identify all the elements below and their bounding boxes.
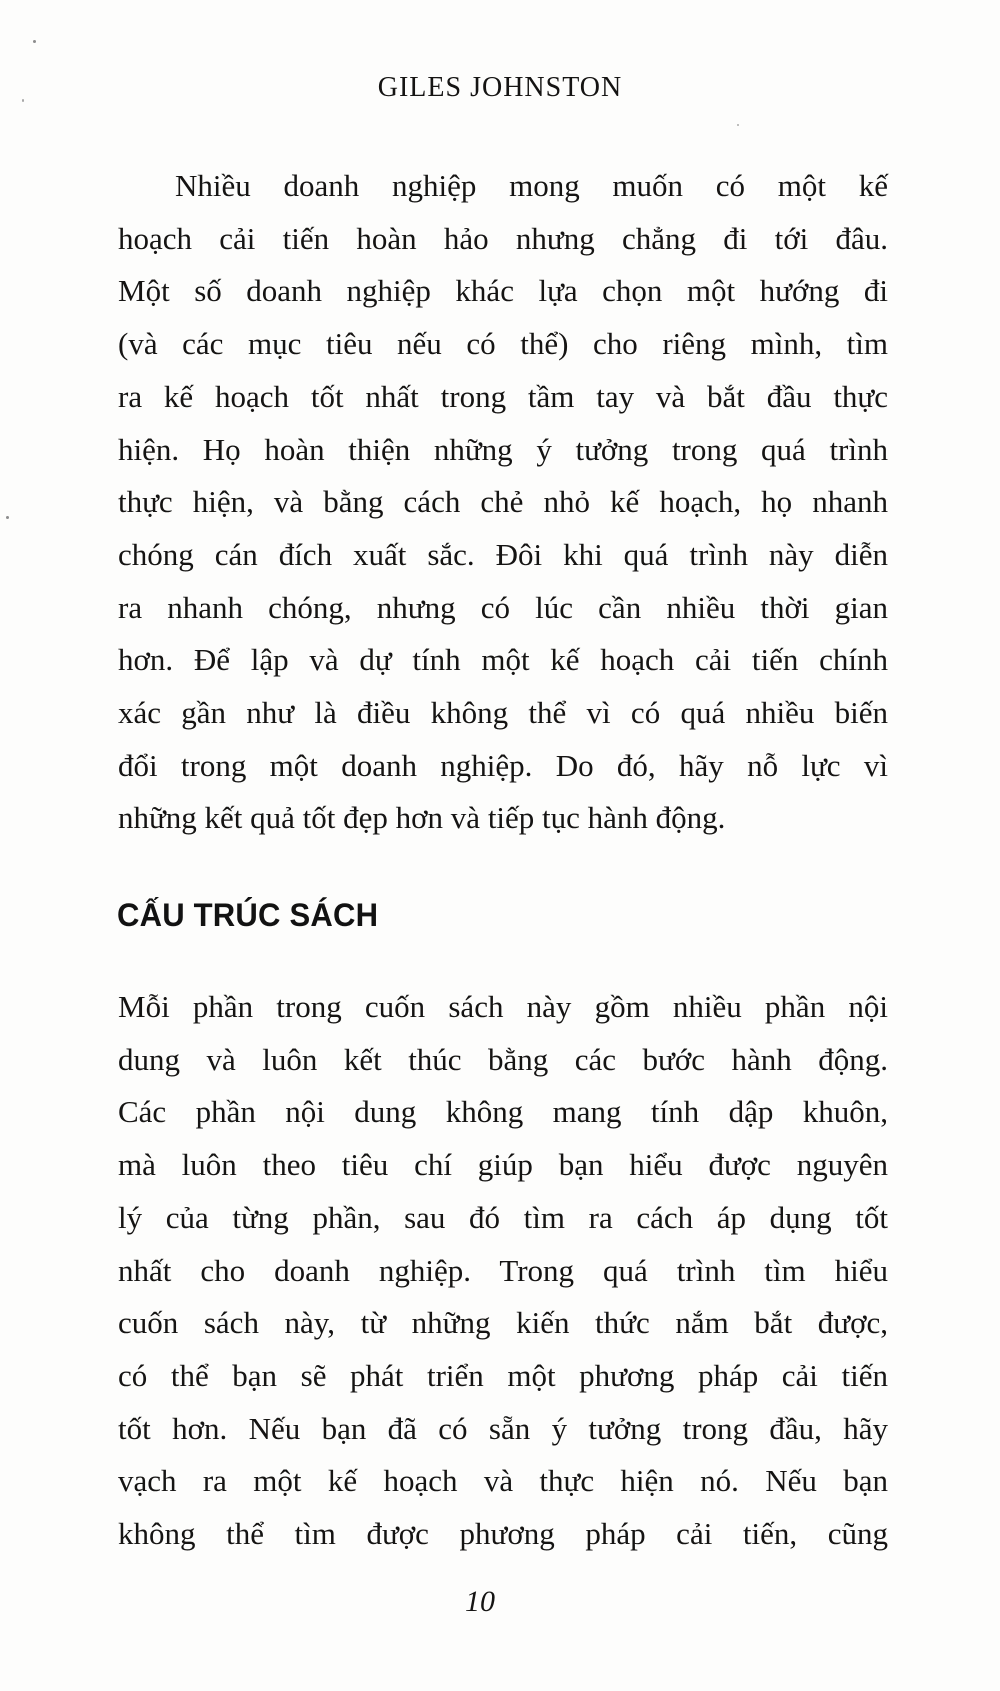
- text-line: vạch ra một kế hoạch và thực hiện nó. Nếu bạn: [118, 1463, 888, 1499]
- scan-speck: [33, 40, 36, 43]
- text-line: có thể bạn sẽ phát triển một phương pháp cải tiến: [118, 1357, 888, 1393]
- text-line: xác gần như là điều không thể vì có quá nhiều biến: [118, 695, 888, 731]
- text-line: thực hiện, và bằng cách chẻ nhỏ kế hoạch, họ nhanh: [118, 484, 888, 520]
- text-line: cuốn sách này, từ những kiến thức nắm bắt được,: [118, 1305, 888, 1341]
- text-line: nhất cho doanh nghiệp. Trong quá trình tìm hiểu: [118, 1252, 888, 1288]
- text-line: hơn. Để lập và dự tính một kế hoạch cải tiến chính: [118, 642, 888, 678]
- text-line: ra nhanh chóng, nhưng có lúc cần nhiều thời gian: [118, 589, 888, 625]
- scan-speck: [6, 516, 9, 519]
- text-line: không thể tìm được phương pháp cải tiến, cũng: [118, 1516, 888, 1552]
- text-line: Các phần nội dung không mang tính dập khuôn,: [118, 1094, 888, 1130]
- text-line: tốt hơn. Nếu bạn đã có sẵn ý tưởng trong đầu, hãy: [118, 1410, 888, 1446]
- text-line: mà luôn theo tiêu chí giúp bạn hiểu được nguyên: [118, 1147, 888, 1183]
- text-line: Mỗi phần trong cuốn sách này gồm nhiều phần nội: [118, 989, 888, 1024]
- text-line: hoạch cải tiến hoàn hảo nhưng chẳng đi tới đâu.: [118, 220, 888, 256]
- text-line: chóng cán đích xuất sắc. Đôi khi quá trình này diễn: [118, 536, 888, 572]
- text-line: đổi trong một doanh nghiệp. Do đó, hãy nỗ lực vì: [118, 747, 888, 783]
- running-header-author: GILES JOHNSTON: [377, 72, 623, 103]
- text-line: lý của từng phần, sau đó tìm ra cách áp dụng tốt: [118, 1199, 888, 1235]
- text-line: Nhiều doanh nghiệp mong muốn có một kế: [175, 168, 888, 203]
- text-line: (và các mục tiêu nếu có thể) cho riêng mình, tìm: [118, 326, 888, 362]
- body-paragraph-intro: [118, 160, 888, 845]
- text-line: hiện. Họ hoàn thiện những ý tưởng trong quá trình: [118, 431, 888, 467]
- scan-speck: [737, 124, 739, 126]
- text-line: Một số doanh nghiệp khác lựa chọn một hướng đi: [118, 273, 888, 309]
- body-paragraph-book-structure: [118, 981, 888, 1561]
- text-line: ra kế hoạch tốt nhất trong tầm tay và bắt đầu thực: [118, 378, 888, 414]
- section-heading: CẤU TRÚC SÁCH: [117, 897, 379, 933]
- text-line: dung và luôn kết thúc bằng các bước hành động.: [118, 1041, 888, 1077]
- text-line: những kết quả tốt đẹp hơn và tiếp tục hành động.: [118, 800, 726, 836]
- page-number: 10: [465, 1585, 495, 1618]
